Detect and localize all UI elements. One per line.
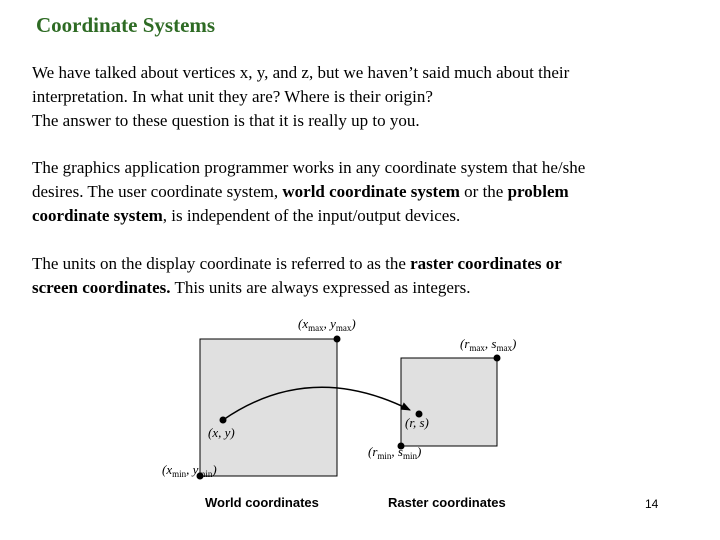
label-rmin-smin: ($r_{min}$, $s_{min}$) — [368, 444, 422, 461]
para1-line2: interpretation. In what unit they are? Where is their origin? — [32, 87, 433, 106]
para3-line1-start: The units on the display coordinate is referred to as the — [32, 254, 411, 273]
label-rs: (r, s) — [405, 415, 429, 430]
raster-coordinate-box — [401, 358, 497, 446]
term-screen-coordinates: screen coordinates. — [32, 278, 171, 297]
label-xmin-ymin: ($x_{min}$, $y_{min}$) — [162, 462, 217, 479]
point-rmax-smax — [494, 355, 501, 362]
term-world-coordinate-system: world coordinate system — [282, 182, 460, 201]
para1-line1: We have talked about vertices x, y, and z, but we haven’t said much about their — [32, 63, 570, 82]
para2-line2-end: or the — [459, 182, 508, 201]
point-xmax-ymax — [334, 336, 341, 343]
slide-title: Coordinate Systems — [36, 13, 216, 37]
world-coordinate-box — [200, 339, 337, 476]
term-coordinate-system: coordinate system — [32, 206, 163, 225]
term-raster-coordinates: raster coordinates or — [410, 254, 562, 273]
point-xy — [220, 417, 227, 424]
para2-line2-start: desires. The user coordinate system, — [32, 182, 283, 201]
para2-line1: The graphics application programmer works in any coordinate system that he/she — [32, 158, 586, 177]
label-rmax-smax: ($r_{max}$, $s_{max}$) — [460, 336, 517, 353]
label-xmax-ymax: ($x_{max}$, $y_{max}$) — [298, 316, 356, 333]
page-number: 14 — [645, 497, 659, 511]
term-problem: problem — [507, 182, 569, 201]
caption-world-coordinates: World coordinates — [205, 495, 319, 510]
para3-line2-end: This units are always expressed as integers. — [170, 278, 471, 297]
caption-raster-coordinates: Raster coordinates — [388, 495, 506, 510]
para1-line3: The answer to these question is that it is really up to you. — [32, 111, 420, 130]
para2-line3-end: , is independent of the input/output devices. — [162, 206, 461, 225]
label-xy: (x, y) — [208, 425, 235, 440]
